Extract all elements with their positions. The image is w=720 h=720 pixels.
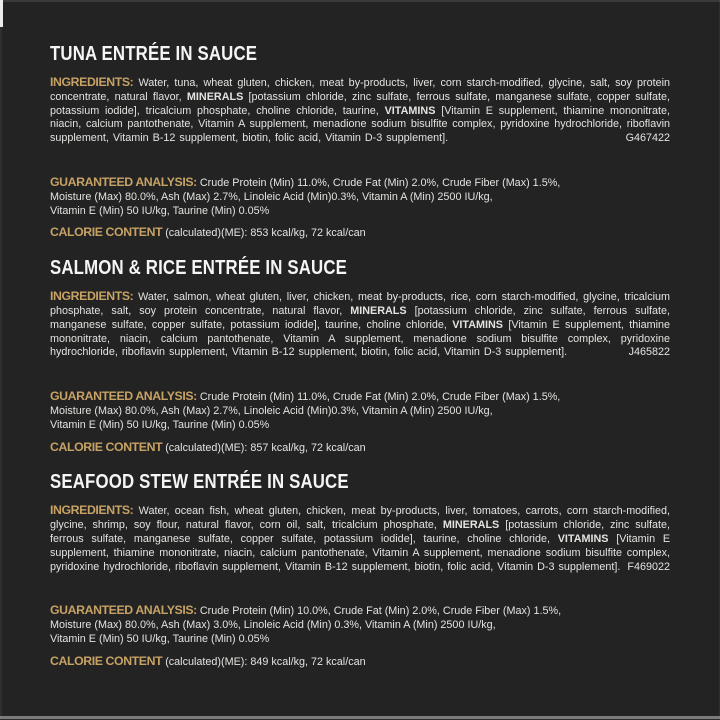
ingredients-text-3: [Vitamin E supplement, thiamine mononitrate, niacin, calcium pantothenate, Vitamin A supplement, menadione sodium bisulfite complex, pyridoxine hydrochloride, riboflavin supplement, Vitamin B-12 supplement, biotin, folic acid, Vitamin D-3 supplement]. xyxy=(50,104,671,145)
analysis-line: Moisture (Max) 80.0%, Ash (Max) 2.7%, Linoleic Acid (Min)0.3%, Vitamin A (Min) 2500 IU/kg, xyxy=(50,190,493,203)
ingredients-text-1: Water, tuna, wheat gluten, chicken, meat by-products, liver, corn starch-modified, glycine, salt, soy protein concentrate, natural flavor, xyxy=(50,77,671,103)
formula-code: F469022 xyxy=(627,560,670,573)
guaranteed-analysis-label: GUARANTEED ANALYSIS: xyxy=(50,175,197,189)
calorie-content-value: (calculated)(ME): 849 kcal/kg, 72 kcal/can xyxy=(165,655,366,668)
minerals-label: MINERALS xyxy=(442,519,500,532)
vitamins-label: VITAMINS xyxy=(452,318,503,331)
guaranteed-analysis xyxy=(50,604,670,646)
minerals-label: MINERALS xyxy=(350,304,407,317)
calorie-content xyxy=(50,655,670,670)
product-title-text: SEAFOOD STEW ENTRÉE IN SAUCE xyxy=(50,471,349,494)
formula-code: J465822 xyxy=(628,346,670,359)
guaranteed-analysis-label: GUARANTEED ANALYSIS: xyxy=(50,603,197,618)
calorie-content-label: CALORIE CONTENT xyxy=(50,439,163,454)
analysis-line: Crude Protein (Min) 10.0%, Crude Fat (Min) 2.0%, Crude Fiber (Max) 1.5%, xyxy=(199,605,562,618)
analysis-line: Crude Protein (Min) 11.0%, Crude Fat (Min) 2.0%, Crude Fiber (Max) 1.5%, xyxy=(199,177,561,189)
calorie-content-label: CALORIE CONTENT xyxy=(50,653,163,668)
ingredients-text-2: [potassium chloride, zinc sulfate, ferrous sulfate, manganese sulfate, copper sulfate, potassium iodide], taurine, choline chloride, xyxy=(50,519,671,545)
ingredients-paragraph xyxy=(50,290,670,373)
calorie-content xyxy=(50,441,670,456)
ingredients-text-3: [Vitamin E supplement, thiamine mononitrate, niacin, calcium pantothenate, Vitamin A supplement, menadione sodium bisulfite complex, pyridoxine hydrochloride, riboflavin supplement, Vitamin B-12 supplement, biotin, folic acid, Vitamin D-3 supplement]. xyxy=(50,532,671,573)
product-section-seafood-stew xyxy=(50,472,670,669)
analysis-line: Vitamin E (Min) 50 IU/kg, Taurine (Min) 0.05% xyxy=(50,632,270,645)
ingredients-label: INGREDIENTS: xyxy=(50,289,134,304)
analysis-line: Crude Protein (Min) 11.0%, Crude Fat (Min) 2.0%, Crude Fiber (Max) 1.5%, xyxy=(199,391,561,404)
ingredients-paragraph xyxy=(50,76,670,159)
product-section-salmon-rice xyxy=(50,258,670,455)
product-title xyxy=(50,472,670,492)
calorie-content-label: CALORIE CONTENT xyxy=(50,225,163,240)
product-title-text: SALMON & RICE ENTRÉE IN SAUCE xyxy=(50,257,348,280)
calorie-content xyxy=(50,226,670,241)
guaranteed-analysis-label: GUARANTEED ANALYSIS: xyxy=(50,389,197,404)
calorie-content-value: (calculated)(ME): 853 kcal/kg, 72 kcal/can xyxy=(165,227,366,240)
guaranteed-analysis xyxy=(50,176,670,218)
product-title-text: TUNA ENTRÉE IN SAUCE xyxy=(50,43,258,65)
ingredients-text-2: [potassium chloride, zinc sulfate, ferrous sulfate, manganese sulfate, copper sulfate, potassium iodide], tricalcium phosphate, choline chloride, taurine, xyxy=(50,90,671,117)
ingredients-label: INGREDIENTS: xyxy=(50,75,134,89)
ingredients-text-1: Water, salmon, wheat gluten, liver, chicken, meat by-products, rice, corn starch-modified, glycine, tricalcium phosphate, salt, soy protein concentrate, natural flavor, xyxy=(50,291,670,317)
vitamins-label: VITAMINS xyxy=(384,104,436,117)
product-title xyxy=(50,44,670,64)
analysis-line: Moisture (Max) 80.0%, Ash (Max) 2.7%, Linoleic Acid (Min)0.3%, Vitamin A (Min) 2500 IU/kg, xyxy=(50,404,493,417)
formula-code: G467422 xyxy=(625,132,670,145)
ingredients-paragraph xyxy=(50,504,670,587)
ingredients-text-2: [potassium chloride, zinc sulfate, ferrous sulfate, manganese sulfate, copper sulfate, potassium iodide], taurine, choline chloride, xyxy=(50,304,670,331)
ingredients-label: INGREDIENTS: xyxy=(50,503,134,518)
calorie-content-value: (calculated)(ME): 857 kcal/kg, 72 kcal/can xyxy=(165,441,366,454)
ingredients-text-1: Water, ocean fish, wheat gluten, chicken, meat by-products, liver, tomatoes, carrots, corn starch-modified, glycine, shrimp, soy flour, natural flavor, corn oil, salt, tricalcium phosphate, xyxy=(50,505,670,532)
product-title xyxy=(50,258,670,278)
vitamins-label: VITAMINS xyxy=(557,532,609,545)
ingredients-text-3: [Vitamin E supplement, thiamine mononitrate, niacin, calcium pantothenate, Vitamin A supplement, menadione sodium bisulfite complex, pyridoxine hydrochloride, riboflavin supplement, Vitamin B-12 supplement, biotin, folic acid, Vitamin D-3 supplement]. xyxy=(50,318,671,359)
analysis-line: Vitamin E (Min) 50 IU/kg, Taurine (Min) 0.05% xyxy=(50,204,270,217)
analysis-line: Vitamin E (Min) 50 IU/kg, Taurine (Min) 0.05% xyxy=(50,418,270,431)
product-section-tuna xyxy=(50,44,670,241)
analysis-line: Moisture (Max) 80.0%, Ash (Max) 3.0%, Linoleic Acid (Min) 0.3%, Vitamin A (Min) 2500 IU/kg, xyxy=(50,619,496,632)
minerals-label: MINERALS xyxy=(186,90,244,103)
guaranteed-analysis xyxy=(50,390,670,432)
